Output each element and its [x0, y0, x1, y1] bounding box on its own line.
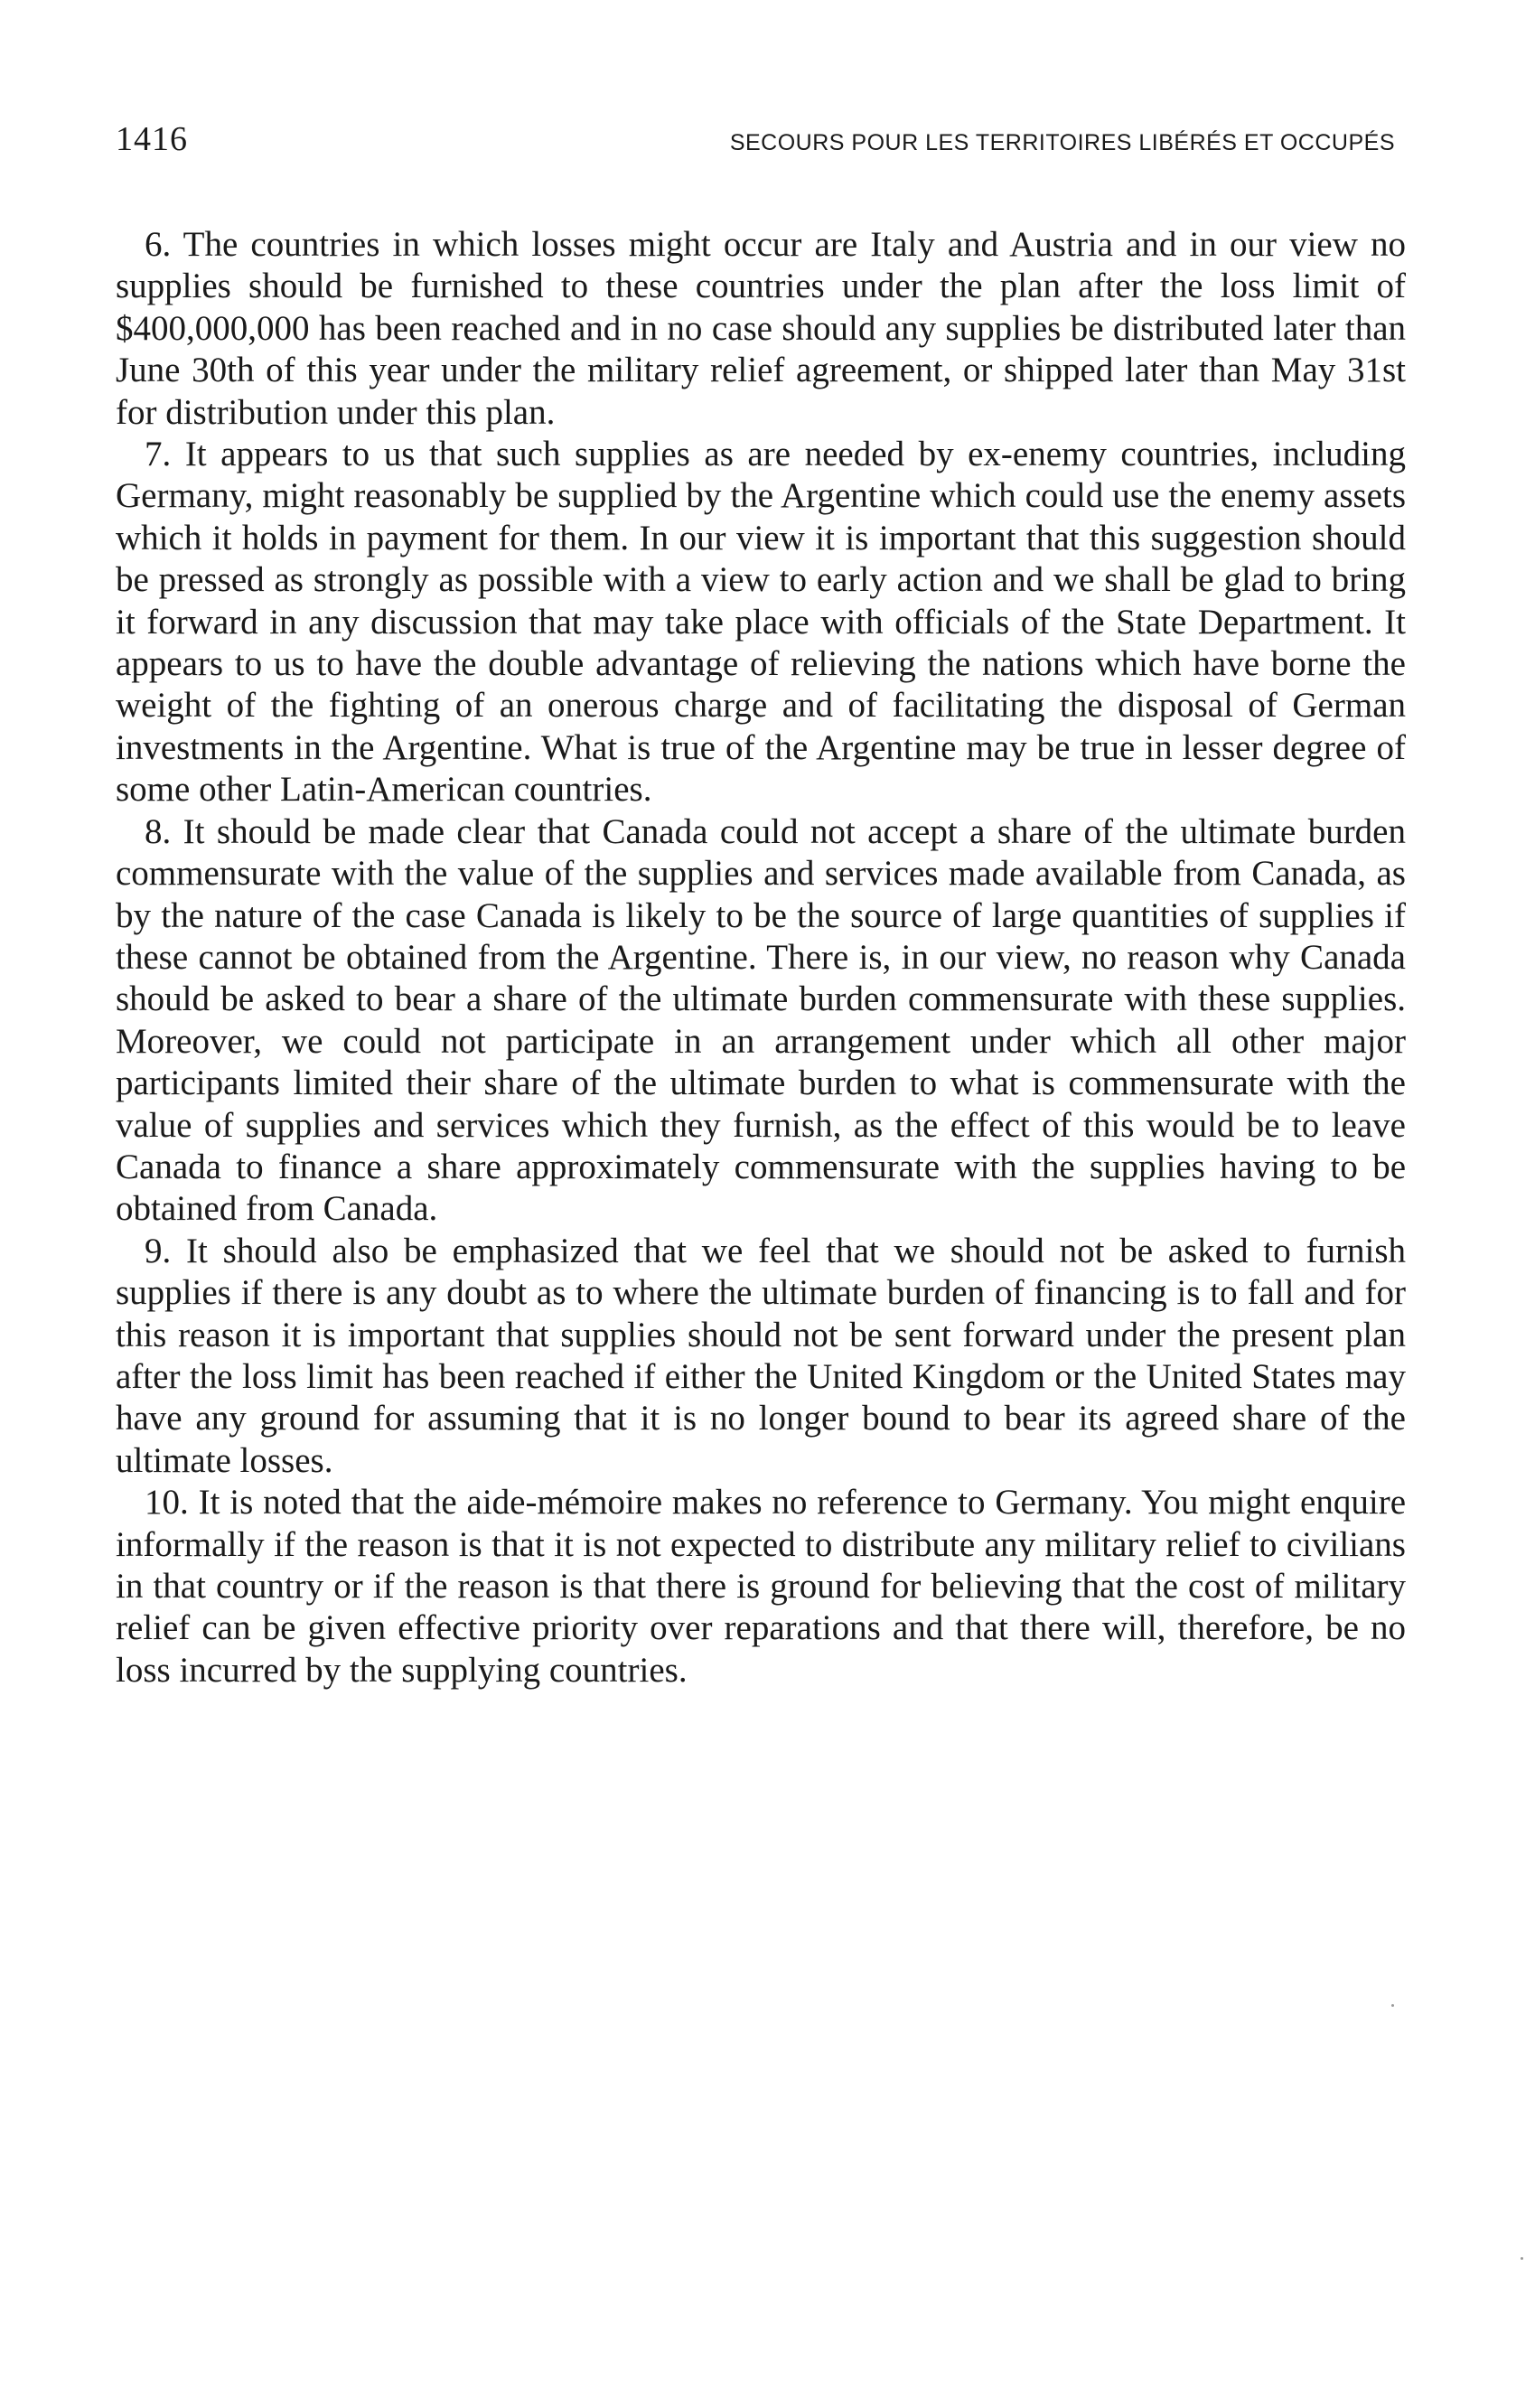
page-header	[116, 119, 1395, 173]
running-title: SECOURS POUR LES TERRITOIRES LIBÉRÉS ET OCCUPÉS	[729, 130, 1395, 155]
paragraph-number: 6.	[145, 225, 172, 264]
paragraph-6	[116, 224, 1406, 434]
scan-speck	[1391, 2004, 1394, 2007]
body-text	[116, 224, 1406, 1691]
page-number: 1416	[116, 120, 188, 158]
paragraph-text: It should be made clear that Canada could not accept a share of the ultimate burden commensurate with the value of the supplies and services made available from Canada, as by the nature of the case Canada is likely to be the source of large quantities of supplies if these cannot be obtained from the Argentine. There is, in our view, no reason why Canada should be asked to bear a share of the ultimate burden commensurate with these supplies. Moreover, we could not participate in an arrangement under which all other major participants limited their share of the ultimate burden to what is commensurate with the value of supplies and services which they furnish, as the effect of this would be to leave Canada to finance a share approximately commensurate with the supplies having to be obtained from Canada.	[116, 811, 1406, 1229]
paragraph-text: The countries in which losses might occur are Italy and Austria and in our view no supplies should be furnished to these countries under the plan after the loss limit of $400,000,000 has been reached and in no case should any supplies be distributed later than June 30th of this year under the military relief agreement, or shipped later than May 31st for distribution under this plan.	[116, 225, 1406, 432]
paragraph-number: 7.	[145, 435, 172, 474]
paragraph-9	[116, 1231, 1406, 1482]
paragraph-text: It appears to us that such supplies as are needed by ex-enemy countries, including Germany, might reasonably be supplied by the Argentine which could use the enemy assets which it holds in payment for them. In our view it is important that this suggestion should be pressed as strongly as possible with a view to early action and we shall be glad to bring it forward in any discussion that may take place with officials of the State Department. It appears to us to have the double advantage of relieving the nations which have borne the weight of the fighting of an onerous charge and of facilitating the disposal of German investments in the Argentine. What is true of the Argentine may be true in lesser degree of some other Latin-American countries.	[116, 435, 1406, 810]
paragraph-number: 10.	[145, 1483, 189, 1523]
scan-speck	[1521, 2257, 1523, 2260]
paragraph-text: It should also be emphasized that we feel that we should not be asked to furnish supplies if there is any doubt as to where the ultimate burden of financing is to fall and for this reason it is important that supplies should not be sent forward under the present plan after the loss limit has been reached if either the United Kingdom or the United States may have any ground for assuming that it is no longer bound to bear its agreed share of the ultimate losses.	[116, 1231, 1406, 1480]
paragraph-7	[116, 434, 1406, 811]
paragraph-text: It is noted that the aide-mémoire makes no reference to Germany. You might enquire informally if the reason is that it is not expected to distribute any military relief to civilians in that country or if the reason is that there is ground for believing that the cost of military relief can be given effective priority over reparations and that there will, therefore, be no loss incurred by the supplying countries.	[116, 1483, 1406, 1690]
paragraph-number: 8.	[145, 811, 172, 851]
paragraph-number: 9.	[145, 1231, 172, 1270]
paragraph-10	[116, 1482, 1406, 1691]
paragraph-8	[116, 811, 1406, 1231]
